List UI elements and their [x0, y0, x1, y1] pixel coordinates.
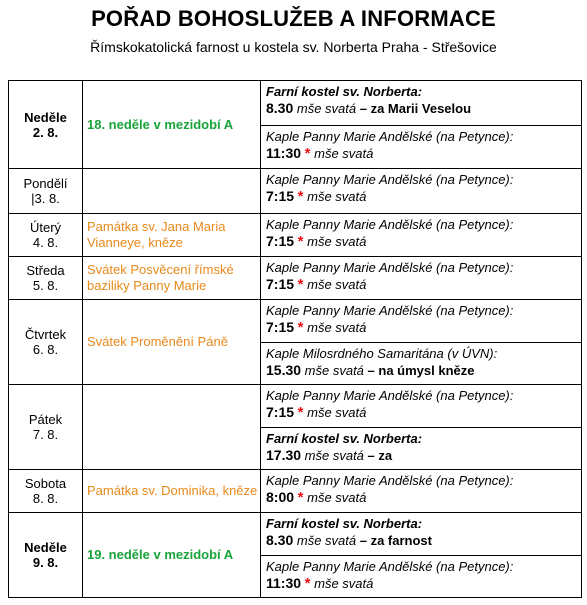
- service-mass: mše svatá: [296, 533, 357, 548]
- day-date: 7. 8.: [32, 427, 59, 442]
- service-time: 7:15: [266, 233, 295, 249]
- day-date: 4. 8.: [32, 235, 59, 250]
- table-row: [9, 300, 582, 343]
- day-date: |3. 8.: [31, 191, 60, 206]
- day-date: 5. 8.: [32, 278, 59, 293]
- service-time: 8.30: [266, 100, 294, 116]
- feast-cell: [83, 385, 261, 470]
- service-location: Farní kostel sv. Norberta:: [266, 84, 423, 99]
- service-time: 8:00: [266, 489, 295, 505]
- service-intent: – na úmysl kněze: [367, 363, 475, 378]
- feast-cell: 19. neděle v mezidobí A: [83, 513, 261, 598]
- day-name: Sobota: [24, 476, 67, 491]
- service-location: Kaple Panny Marie Andělské (na Petynce):: [266, 217, 514, 232]
- feast-cell: Památka sv. Jana Maria Vianneye, kněze: [83, 214, 261, 257]
- service-time: 7:15: [266, 188, 295, 204]
- feast-cell: Svátek Proměnění Páně: [83, 300, 261, 385]
- service-intent: – za Marii Veselou: [359, 101, 472, 116]
- service-time: 8.30: [266, 532, 294, 548]
- feast-cell: Svátek Posvěcení římské baziliky Panny Marie: [83, 257, 261, 300]
- day-date: 6. 8.: [32, 342, 59, 357]
- day-cell: [9, 513, 83, 598]
- day-cell: [9, 214, 83, 257]
- day-cell: [9, 470, 83, 513]
- service-cell: [261, 214, 582, 257]
- service-cell: [261, 513, 582, 556]
- service-time: 7:15: [266, 404, 295, 420]
- service-location: Kaple Panny Marie Andělské (na Petynce):: [266, 473, 514, 488]
- service-time: 11:30: [266, 145, 302, 161]
- day-name: Čtvrtek: [24, 327, 67, 342]
- service-mass: mše svatá: [304, 363, 364, 378]
- service-location: Kaple Panny Marie Andělské (na Petynce):: [266, 129, 514, 144]
- service-mass: mše svatá: [304, 448, 364, 463]
- star-marker: *: [297, 404, 304, 421]
- service-intent: – za farnost: [359, 533, 432, 548]
- service-cell: [261, 556, 582, 598]
- page-subtitle: Římskokatolická farnost u kostela sv. Norberta Praha - Střešovice: [90, 39, 497, 55]
- service-intent: – za: [367, 448, 393, 463]
- service-cell: [261, 300, 582, 343]
- day-cell: [9, 257, 83, 300]
- day-name: Neděle: [24, 540, 67, 555]
- service-location: Kaple Panny Marie Andělské (na Petynce):: [266, 260, 514, 275]
- star-marker: *: [297, 489, 304, 506]
- star-marker: *: [304, 575, 311, 592]
- service-cell: [261, 257, 582, 300]
- service-cell: [261, 81, 582, 126]
- day-cell: [9, 169, 83, 214]
- service-cell: [261, 470, 582, 513]
- service-mass: mše svatá: [307, 189, 367, 204]
- table-row: [9, 214, 582, 257]
- service-cell: [261, 428, 582, 470]
- service-mass: mše svatá: [307, 320, 367, 335]
- page-title: POŘAD BOHOSLUŽEB A INFORMACE: [91, 6, 496, 31]
- table-row: [9, 169, 582, 214]
- day-name: Pátek: [28, 412, 63, 427]
- day-date: 9. 8.: [32, 555, 59, 570]
- header: [0, 5, 587, 57]
- service-location: Kaple Milosrdného Samaritána (v ÚVN):: [266, 346, 498, 361]
- service-cell: [261, 343, 582, 385]
- feast-cell: 18. neděle v mezidobí A: [83, 81, 261, 169]
- day-name: Neděle: [24, 109, 67, 125]
- day-cell: [9, 300, 83, 385]
- service-mass: mše svatá: [307, 490, 367, 505]
- service-time: 15.30: [266, 362, 302, 378]
- star-marker: *: [297, 276, 304, 293]
- schedule-table: [8, 80, 582, 598]
- service-cell: [261, 385, 582, 428]
- service-location: Kaple Panny Marie Andělské (na Petynce):: [266, 303, 514, 318]
- service-cell: [261, 169, 582, 214]
- table-row: [9, 470, 582, 513]
- star-marker: *: [297, 233, 304, 250]
- service-location: Kaple Panny Marie Andělské (na Petynce):: [266, 559, 514, 574]
- service-location: Farní kostel sv. Norberta:: [266, 431, 423, 446]
- service-mass: mše svatá: [307, 405, 367, 420]
- service-location: Farní kostel sv. Norberta:: [266, 516, 423, 531]
- service-time: 11:30: [266, 575, 302, 591]
- table-row: [9, 81, 582, 126]
- table-row: [9, 257, 582, 300]
- day-name: Pondělí: [23, 176, 68, 191]
- star-marker: *: [297, 188, 304, 205]
- day-date: 2. 8.: [32, 124, 59, 140]
- service-time: 7:15: [266, 319, 295, 335]
- feast-cell: Památka sv. Dominika, kněze: [83, 470, 261, 513]
- service-time: 17.30: [266, 447, 302, 463]
- table-row: [9, 513, 582, 556]
- day-date: 8. 8.: [32, 491, 59, 506]
- day-cell: [9, 385, 83, 470]
- day-name: Středa: [26, 263, 65, 278]
- service-mass: mše svatá: [314, 146, 374, 161]
- star-marker: *: [297, 319, 304, 336]
- service-mass: mše svatá: [307, 234, 367, 249]
- service-location: Kaple Panny Marie Andělské (na Petynce):: [266, 388, 514, 403]
- service-location: Kaple Panny Marie Andělské (na Petynce):: [266, 172, 514, 187]
- service-time: 7:15: [266, 276, 295, 292]
- day-name: Úterý: [29, 220, 62, 235]
- service-mass: mše svatá: [314, 576, 374, 591]
- service-mass: mše svatá: [307, 277, 367, 292]
- day-cell: [9, 81, 83, 169]
- table-row: [9, 385, 582, 428]
- star-marker: *: [304, 145, 311, 162]
- service-cell: [261, 126, 582, 169]
- feast-cell: [83, 169, 261, 214]
- service-mass: mše svatá: [296, 101, 357, 116]
